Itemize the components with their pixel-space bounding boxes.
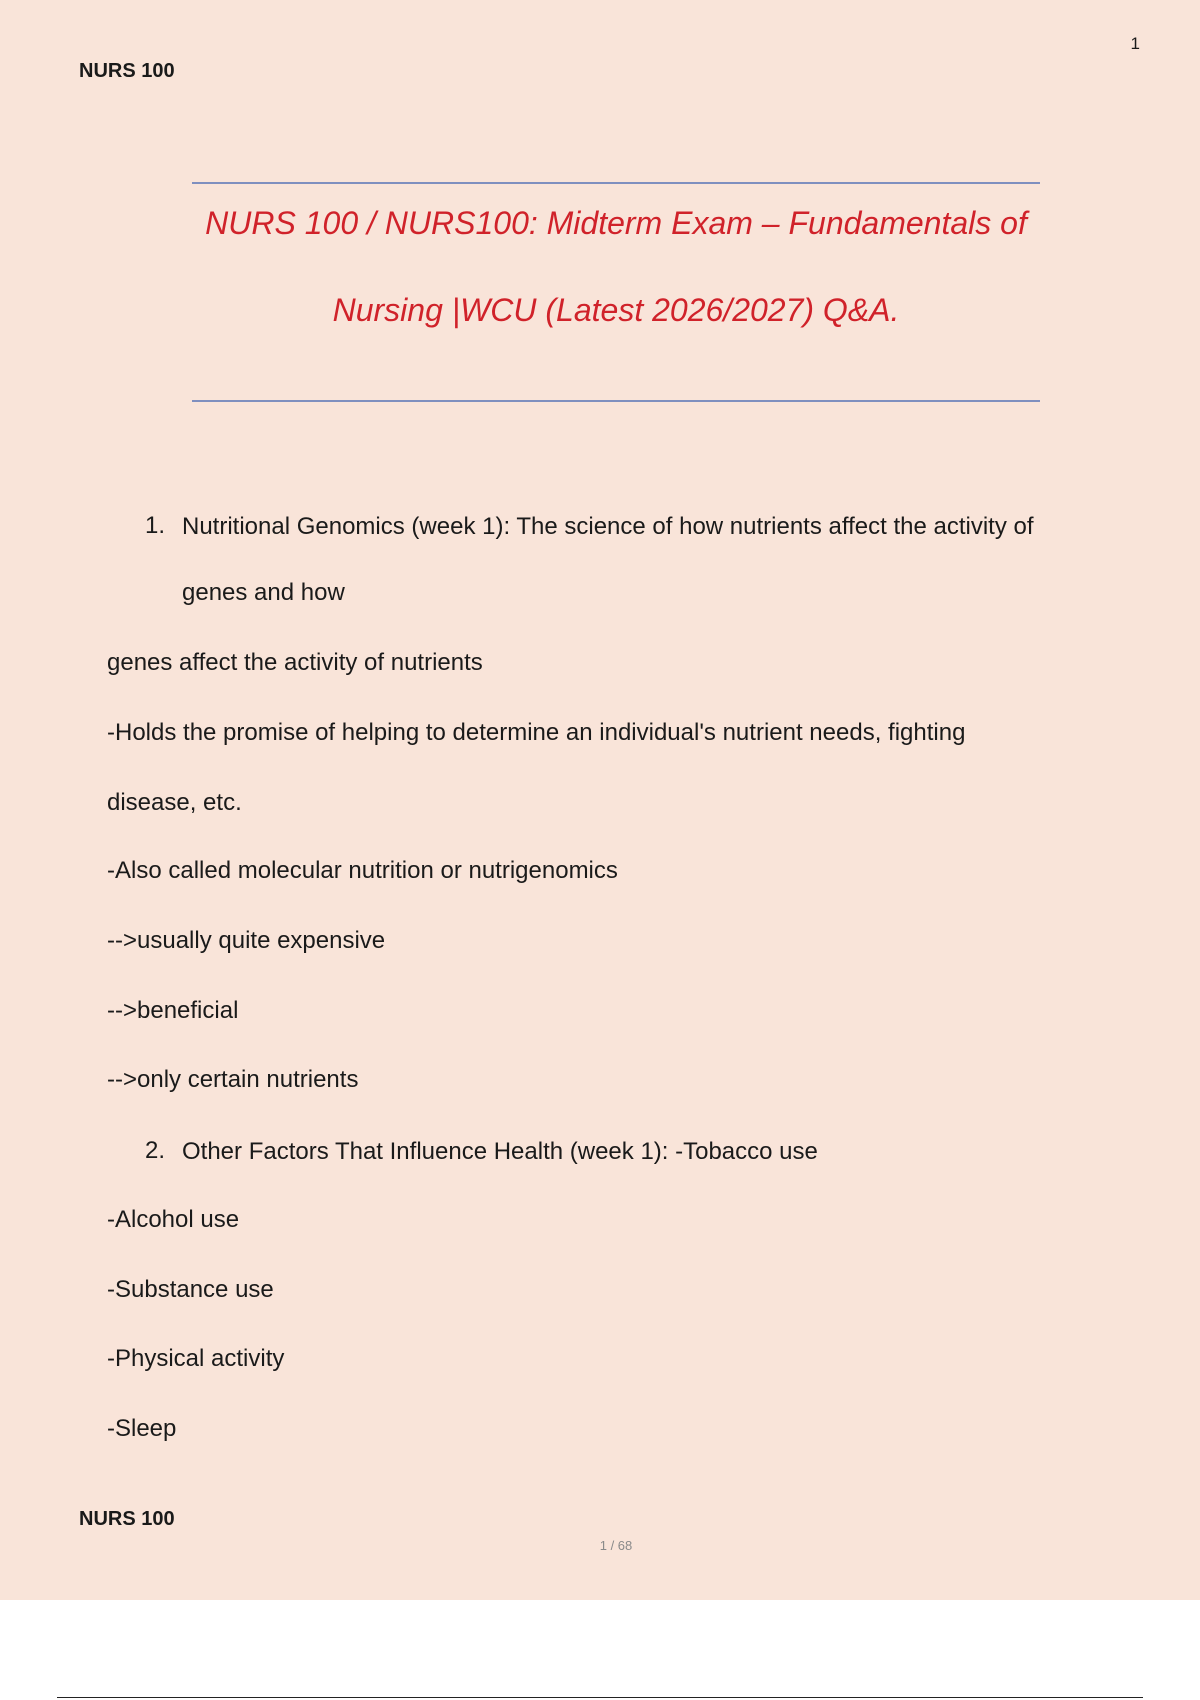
answer-line: -Substance use [107,1276,274,1303]
answer-line: disease, etc. [107,789,242,816]
answer-line: -Sleep [107,1415,177,1442]
document-title-line-1: NURS 100 / NURS100: Midterm Exam – Fundamentals of [205,205,1027,241]
answer-line: -Also called molecular nutrition or nutrigenomics [107,857,618,884]
item-number: 1. [145,512,166,539]
next-page-rule [57,1697,1143,1698]
page-number: 1 [1130,34,1140,53]
item-heading: Nutritional Genomics (week 1): The science of how nutrients affect the activity of [182,513,1034,540]
title-bottom-rule [192,400,1040,402]
page-count: 1 / 68 [599,1538,633,1553]
answer-line: -Holds the promise of helping to determine an individual's nutrient needs, fighting [107,719,966,746]
answer-line: genes affect the activity of nutrients [107,649,483,676]
item-heading-continued: genes and how [182,579,345,606]
document-title-line-2: Nursing |WCU (Latest 2026/2027) Q&A. [332,292,900,328]
answer-line: -->only certain nutrients [107,1066,359,1093]
answer-line: -->beneficial [107,997,239,1024]
item-number: 2. [145,1137,166,1164]
title-top-rule [192,182,1040,184]
footer-course-code: NURS 100 [79,1508,175,1530]
answer-line: -->usually quite expensive [107,927,386,954]
answer-line: -Physical activity [107,1345,285,1372]
item-heading: Other Factors That Influence Health (week 1): -Tobacco use [182,1138,818,1165]
header-course-code: NURS 100 [79,60,175,82]
answer-line: -Alcohol use [107,1206,240,1233]
